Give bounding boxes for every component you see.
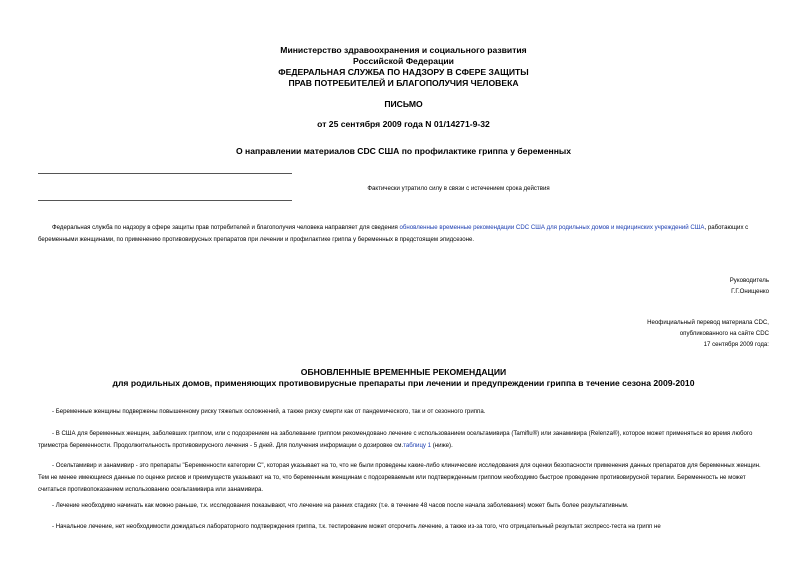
divider-top xyxy=(38,173,292,174)
bullet-1: - Беременные женщины подвержены повышенному риску тяжелых осложнений, а также риску смерти как от пандемического, так и от сезонного гриппа. xyxy=(52,408,486,415)
recommendations-title: ОБНОВЛЕННЫЕ ВРЕМЕННЫЕ РЕКОМЕНДАЦИИ xyxy=(300,367,507,377)
bullet-4: - Лечение необходимо начинать как можно раньше, т.к. исследования показывают, что лечение на ранних стадиях (т.е. в течение 48 часов после начала заболевания) может быть более результативным. xyxy=(52,502,629,509)
service-name-line2: ПРАВ ПОТРЕБИТЕЛЕЙ И БЛАГОПОЛУЧИЯ ЧЕЛОВЕКА xyxy=(288,78,519,88)
divider-bottom xyxy=(38,200,292,201)
bullet-5: - Начальное лечение, нет необходимости дожидаться лабораторного подтверждения гриппа, т.к. тестирование может отсрочить лечение, а также из-за того, что отрицательный результат экспресс-теста на грипп не xyxy=(52,523,661,530)
translation-note-line3: 17 сентября 2009 года: xyxy=(703,341,769,348)
ministry-name: Министерство здравоохранения и социального развития xyxy=(280,45,527,55)
translation-note-line1: Неофициальный перевод материала CDC, xyxy=(647,319,769,326)
document-date-number: от 25 сентября 2009 года N 01/14271-9-32 xyxy=(317,119,490,129)
bullet-2-text: - В США для беременных женщин, заболевших гриппом, или с подозрением на заболевание гриппом рекомендовано лечение с использованием осельтамивира (Tamiflu®) или занамивира (Relenza®), которое может применяться во время любого триместра беременности. Продолжительность противовирусного лечения - 5 дней. Для получения информации о дозировке см. xyxy=(38,430,753,449)
document-subject: О направлении материалов CDC США по профилактике гриппа у беременных xyxy=(235,146,572,156)
document-type: ПИСЬМО xyxy=(384,99,423,109)
recommendations-link[interactable]: обновленные временные рекомендации CDC США для родильных домов и медицинских учреждений США xyxy=(399,224,705,231)
recommendations-subtitle: для родильных домов, применяющих противовирусные препараты при лечении и предупреждении гриппа в течение сезона 2009-2010 xyxy=(112,378,695,388)
intro-paragraph xyxy=(38,222,771,246)
service-name-line1: ФЕДЕРАЛЬНАЯ СЛУЖБА ПО НАДЗОРУ В СФЕРЕ ЗАЩИТЫ xyxy=(278,67,529,77)
country-name: Российской Федерации xyxy=(353,56,454,66)
intro-text-before: Федеральная служба по надзору в сфере защиты прав потребителей и благополучия человека направляет для сведения xyxy=(52,224,400,231)
signature-name: Г.Г.Онищенко xyxy=(731,288,769,295)
table-1-link[interactable]: таблицу 1 xyxy=(403,442,432,449)
bullet-2 xyxy=(38,428,771,452)
bullet-2-tail: (ниже). xyxy=(431,442,453,449)
translation-note-line2: опубликованного на сайте CDC xyxy=(679,330,769,337)
signature-role: Руководитель xyxy=(729,277,769,284)
status-note: Фактически утратило силу в связи с истечением срока действия xyxy=(367,185,550,192)
bullet-3: - Осельтамивир и занамивир - это препараты "Беременности категории C", которая указывает на то, что не были проведены какие-либо клинические исследования для оценки безопасности применения данных препаратов для беременных женщин. Тем не менее имеющиеся данные по оценке рисков и преимуществ указывают на то, что беременным женщинам с подозреваемым или подтвержденным гриппом необходимо быстрое проведение противовирусной терапии. Беременность не может считаться противопоказанием использованию осельтамивира или занамивира. xyxy=(38,462,761,493)
intro-text-after: , работающих с беременными женщинами, по применению противовирусных препаратов при лечении и профилактике гриппа у беременных в предстоящем эпидсезоне. xyxy=(38,224,749,243)
